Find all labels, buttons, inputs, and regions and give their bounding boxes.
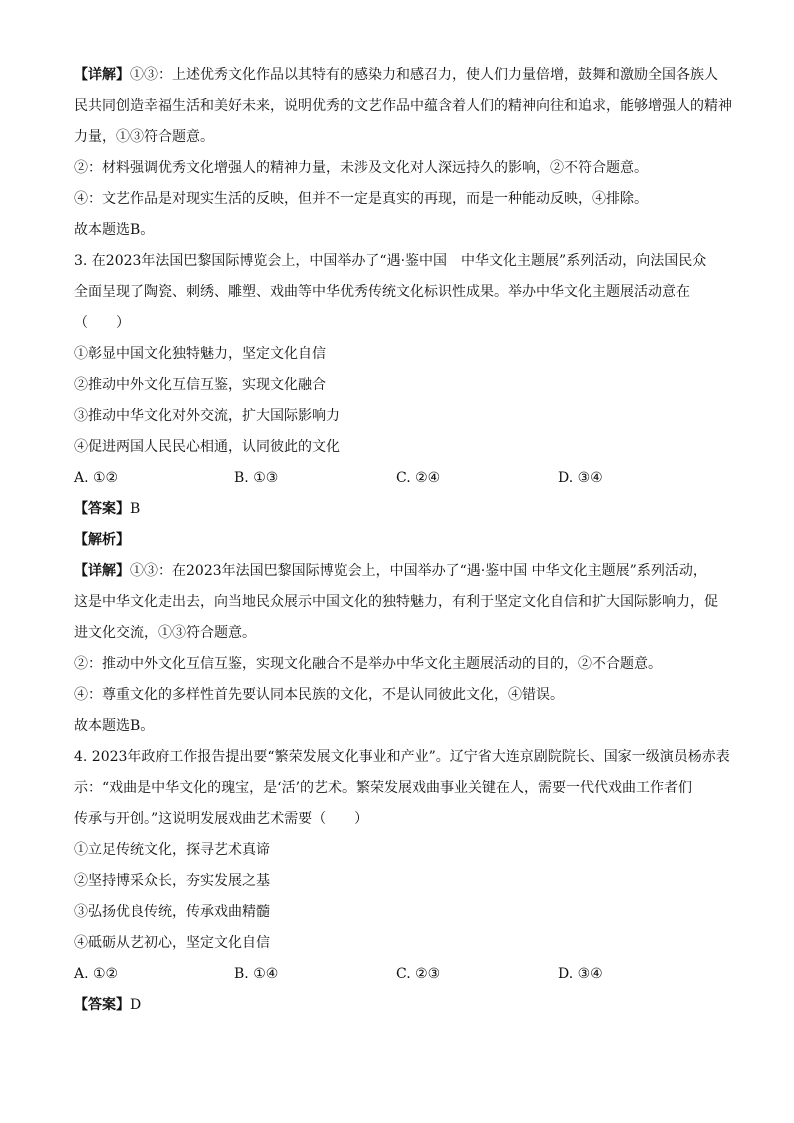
- q3-answer: [74, 494, 734, 525]
- q4-answer-label: 【答案】: [74, 997, 130, 1013]
- q4-option-d: D. ③④: [558, 966, 603, 982]
- q3-stem-line-1: 3. 在2023年法国巴黎国际博览会上，中国举办了“遇·鉴中国 中华文化主题展”系列活动，向法国民众: [74, 253, 707, 269]
- q3-answer-label: 【答案】: [74, 501, 130, 517]
- q3-point-4: ④：尊重文化的多样性首先要认同本民族的文化，不是认同彼此文化，④错误。: [74, 687, 564, 703]
- q2-point-4: ④：文艺作品是对现实生活的反映，但并不一定是真实的再现，而是一种能动反映，④排除。: [74, 191, 648, 207]
- q3-option-d: D. ③④: [558, 470, 603, 486]
- q3-item-3: ③推动中华文化对外交流，扩大国际影响力: [74, 408, 340, 424]
- document-page: [74, 60, 734, 1021]
- q2-detail-line-3: 力量，①③符合题意。: [74, 129, 214, 145]
- q4-option-c: C. ②③: [396, 966, 441, 982]
- q3-stem-line-2: 全面呈现了陶瓷、刺绣、雕塑、戏曲等中华优秀传统文化标识性成果。举办中华文化主题展活动意在: [74, 284, 690, 300]
- q3-option-c: C. ②④: [396, 470, 441, 486]
- q3-option-b: B. ①③: [234, 470, 279, 486]
- q3-item-1: ①彰显中国文化独特魅力，坚定文化自信: [74, 346, 326, 362]
- q4-item-3: ③弘扬优良传统，传承戏曲精髓: [74, 904, 270, 920]
- q4-stem-line-2: 示：“戏曲是中华文化的瑰宝，是‘活’的艺术。繁荣发展戏曲事业关键在人，需要一代代戏曲工作者们: [74, 780, 693, 796]
- q3-option-a: A. ①②: [74, 470, 119, 486]
- q3-options: [74, 463, 734, 494]
- q4-option-b: B. ①④: [234, 966, 279, 982]
- q4-item-2: ②坚持博采众长，夯实发展之基: [74, 873, 270, 889]
- q4-item-1: ①立足传统文化，探寻艺术真谛: [74, 842, 270, 858]
- q3-detail-line-1: 【详解】①③：在2023年法国巴黎国际博览会上，中国举办了“遇·鉴中国 中华文化主题展”系列活动，: [74, 563, 707, 579]
- q4-answer: [74, 990, 734, 1021]
- q3-conclusion: 故本题选B。: [74, 718, 155, 734]
- q3-detail-line-2: 这是中华文化走出去，向当地民众展示中国文化的独特魅力，有利于坚定文化自信和扩大国际影响力，促: [74, 594, 718, 610]
- q4-options: [74, 959, 734, 990]
- q2-point-2: ②：材料强调优秀文化增强人的精神力量，未涉及文化对人深远持久的影响，②不符合题意。: [74, 160, 648, 176]
- q4-stem-line-1: 4. 2023年政府工作报告提出要“繁荣发展文化事业和产业”。辽宁省大连京剧院院长、国家一级演员杨赤表: [74, 749, 730, 765]
- q2-detail-label: 【详解】: [74, 67, 130, 83]
- q3-item-4: ④促进两国人民民心相通，认同彼此的文化: [74, 439, 340, 455]
- q2-detail-line-2: 民共同创造幸福生活和美好未来，说明优秀的文艺作品中蕴含着人们的精神向往和追求，能够增强人的精神: [74, 98, 732, 114]
- q3-analysis: [74, 525, 734, 556]
- q3-stem-line-3: （ ）: [74, 315, 130, 331]
- q3-analysis-label: 【解析】: [74, 532, 130, 548]
- q3-point-2: ②：推动中外文化互信互鉴，实现文化融合不是举办中华文化主题展活动的目的，②不合题意。: [74, 656, 662, 672]
- q3-item-2: ②推动中外文化互信互鉴，实现文化融合: [74, 377, 326, 393]
- q4-stem-line-3: 传承与开创。”这说明发展戏曲艺术需要（ ）: [74, 811, 369, 827]
- q3-answer-value: B: [130, 501, 141, 517]
- q4-option-a: A. ①②: [74, 966, 119, 982]
- q3-detail-line-3: 进文化交流，①③符合题意。: [74, 625, 256, 641]
- q2-detail-line-1: 【详解】①③：上述优秀文化作品以其特有的感染力和感召力，使人们力量倍增，鼓舞和激励全国各族人: [74, 67, 718, 83]
- q4-answer-value: D: [130, 997, 142, 1013]
- q3-detail-label: 【详解】: [74, 563, 130, 579]
- q4-item-4: ④砥砺从艺初心，坚定文化自信: [74, 935, 270, 951]
- q2-conclusion: 故本题选B。: [74, 222, 155, 238]
